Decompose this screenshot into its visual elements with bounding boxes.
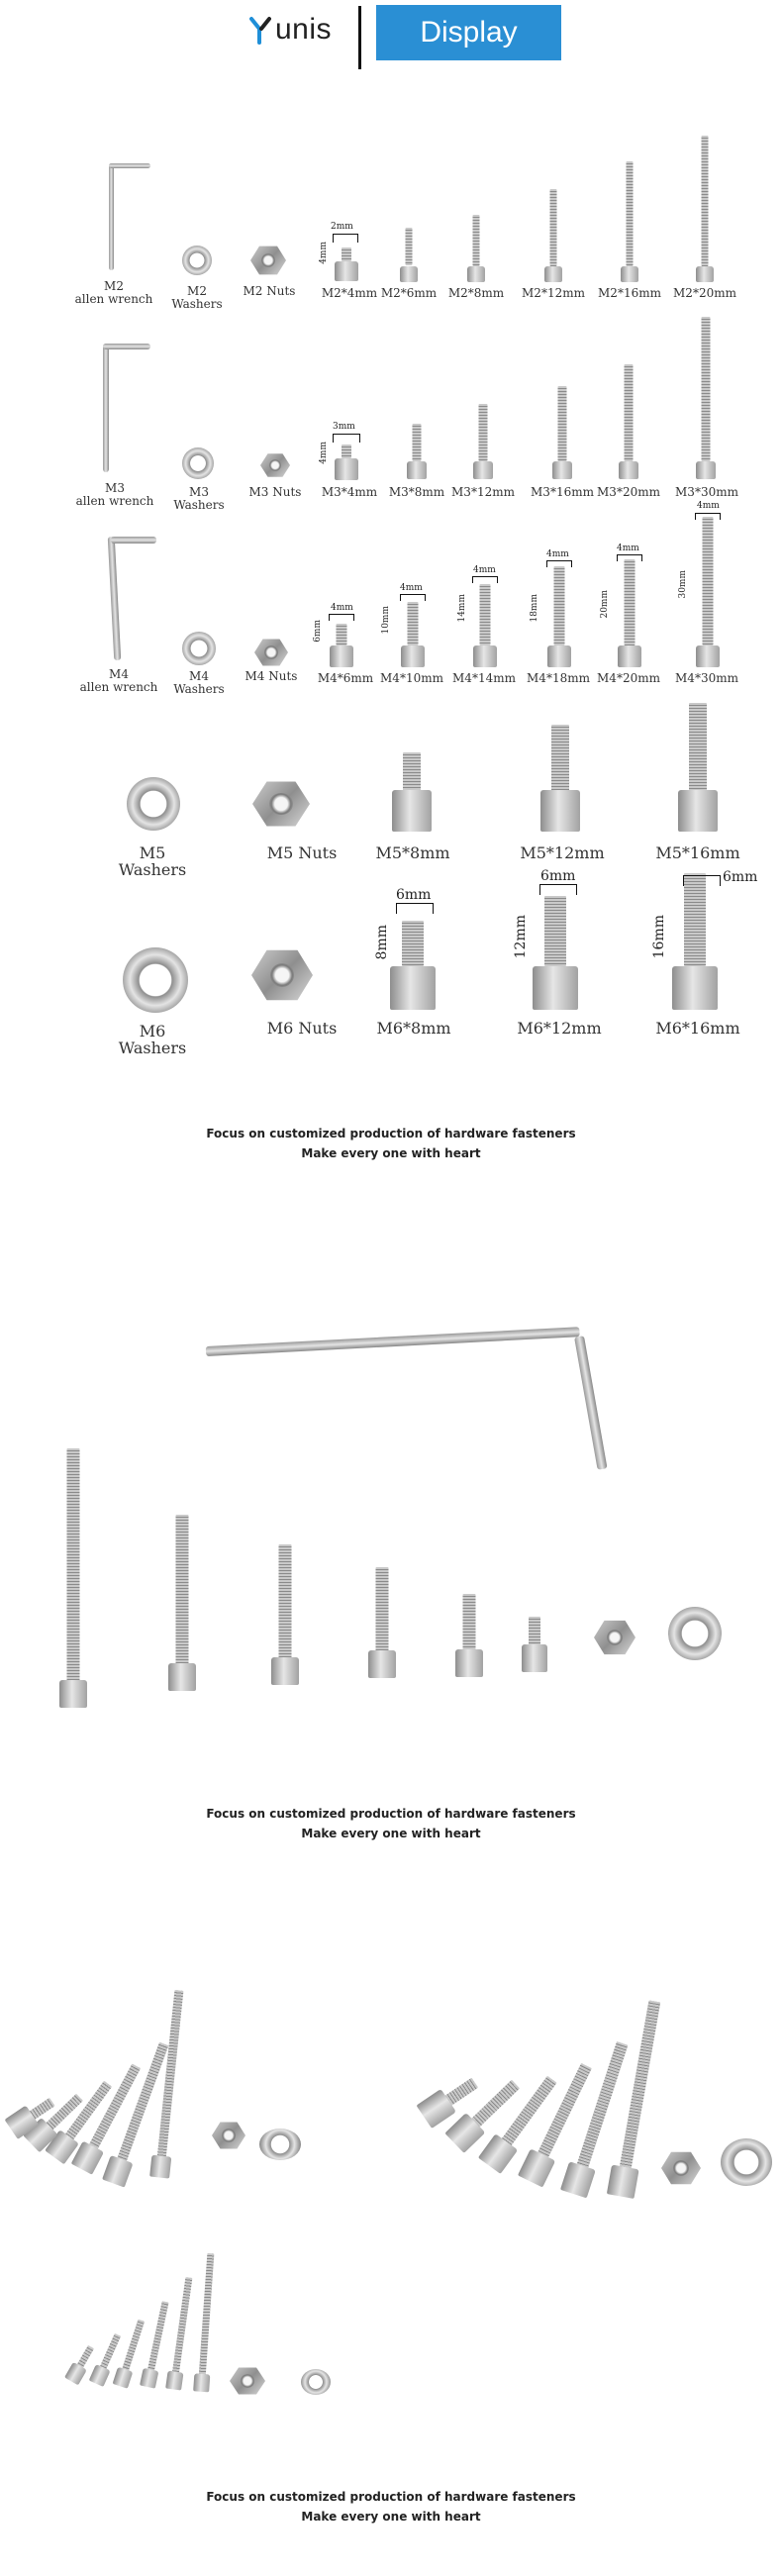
m6-dim-bracket-1	[396, 903, 434, 914]
m2-screw-16mm	[619, 161, 640, 282]
angled-bottom-nut	[230, 2366, 265, 2396]
lineup-screw-3	[269, 1544, 301, 1685]
m6-screw-label-3: M6*16mm	[655, 1019, 740, 1038]
brand-logo	[249, 12, 358, 48]
slogan-line-1: Focus on customized production of hardware fasteners	[206, 1127, 576, 1140]
m6-dim-l-2: 12mm	[513, 915, 529, 959]
brand-name: unis	[275, 13, 333, 46]
m3-screw-16mm	[550, 386, 574, 479]
m3-allen-wrench	[103, 344, 109, 472]
m5-screw-16mm	[675, 703, 721, 832]
m5-screw-12mm	[538, 725, 583, 832]
m6-nut	[251, 947, 313, 1003]
m4-allen-wrench	[108, 537, 122, 660]
m4-dim-bracket-1	[329, 614, 354, 621]
lineup-washer	[668, 1607, 722, 1660]
m4-screw-label-4: M4*18mm	[527, 671, 590, 685]
slogan-line-2: Make every one with heart	[301, 1827, 481, 1840]
m2-screw-label-4: M2*12mm	[522, 286, 585, 300]
m2-wrench-label: M2 allen wrench	[74, 279, 153, 306]
m4-dim-l-6: 30mm	[678, 570, 688, 599]
angled-group-bottom	[59, 2253, 228, 2392]
m3-screw-label-4: M3*16mm	[531, 485, 594, 499]
m3-washer	[182, 447, 214, 479]
m6-dim-bracket-3	[683, 875, 721, 886]
angled-group-left	[10, 1990, 188, 2188]
m5-screw-label-3: M5*16mm	[655, 843, 740, 862]
lineup-screw-6	[520, 1617, 549, 1672]
m4-dim-bracket-5	[617, 554, 642, 561]
m2-washers-label: M2 Washers	[171, 284, 223, 311]
m3-nut	[260, 452, 290, 478]
m6-dim-bracket-2	[539, 884, 577, 895]
m2-screw-20mm	[694, 136, 716, 282]
m3-dim-bracket	[333, 434, 360, 443]
m3-screw-20mm	[617, 364, 640, 479]
y-logo-icon	[249, 15, 271, 45]
m3-washers-label: M3 Washers	[173, 485, 225, 512]
m5-washer	[127, 777, 180, 831]
m2-nuts-label: M2 Nuts	[243, 284, 296, 298]
m2-screw-6mm	[398, 228, 420, 282]
m6-dim-w-2: 6mm	[540, 868, 576, 884]
m5-screw-label-1: M5*8mm	[375, 843, 450, 862]
m5-screw-8mm	[389, 752, 435, 832]
m6-screw-12mm	[530, 896, 581, 1010]
m4-dim-l-3: 14mm	[457, 594, 467, 623]
m2-dim-width: 2mm	[331, 222, 353, 232]
m4-nut	[254, 638, 288, 667]
m2-screw-label-6: M2*20mm	[673, 286, 736, 300]
header-divider	[358, 6, 361, 69]
m3-allen-wrench-arm	[103, 344, 150, 349]
m2-screw-label-3: M2*8mm	[447, 286, 505, 300]
slogan-2	[0, 1804, 782, 1843]
large-allen-wrench-leg	[574, 1336, 607, 1470]
m3-screw-12mm	[471, 404, 495, 479]
m4-screw-30mm	[694, 517, 722, 667]
m3-screw-label-5: M3*20mm	[597, 485, 660, 499]
m4-screw-18mm	[545, 566, 573, 667]
lineup-screw-1	[57, 1448, 89, 1708]
m6-screw-label-2: M6*12mm	[517, 1019, 602, 1038]
m4-screw-20mm	[616, 559, 643, 667]
m6-dim-w-3: 6mm	[723, 869, 758, 885]
angled-left-washer	[259, 2129, 301, 2160]
m4-screw-6mm	[328, 624, 355, 667]
m3-screw-label-6: M3*30mm	[675, 485, 738, 499]
slogan-line-2: Make every one with heart	[301, 2510, 481, 2524]
lineup-nut	[594, 1619, 635, 1656]
slogan-line-1: Focus on customized production of hardware fasteners	[206, 1807, 576, 1821]
m4-screw-label-5: M4*20mm	[597, 671, 660, 685]
m2-allen-wrench-arm	[109, 163, 150, 168]
m5-nut	[252, 779, 310, 829]
m4-dim-bracket-6	[695, 513, 721, 520]
m3-screw-label-2: M3*8mm	[388, 485, 445, 499]
m4-dim-w-6: 4mm	[697, 501, 720, 511]
m4-allen-wrench-arm	[111, 537, 156, 544]
m2-washer	[182, 246, 212, 275]
m2-screw-8mm	[465, 215, 487, 282]
m2-dim-bracket	[333, 234, 358, 243]
m4-dim-l-1: 6mm	[313, 620, 323, 643]
m4-screw-label-2: M4*10mm	[380, 671, 443, 685]
angled-left-nut	[212, 2121, 245, 2150]
m3-screw-label-3: M3*12mm	[451, 485, 515, 499]
m2-allen-wrench	[109, 163, 114, 270]
lineup-screw-5	[453, 1594, 485, 1677]
m4-screw-label-1: M4*6mm	[317, 671, 374, 685]
m6-screw-16mm	[669, 873, 721, 1010]
m2-screw-label-5: M2*16mm	[598, 286, 661, 300]
m4-dim-w-5: 4mm	[617, 544, 639, 553]
m3-screw-30mm	[694, 317, 718, 479]
m4-dim-w-4: 4mm	[546, 549, 569, 559]
m4-dim-w-3: 4mm	[473, 565, 496, 575]
m6-screw-label-1: M6*8mm	[376, 1019, 451, 1038]
m6-dim-w-1: 6mm	[396, 887, 432, 903]
m6-screw-8mm	[387, 921, 439, 1010]
m4-screw-label-3: M4*14mm	[452, 671, 516, 685]
m3-dim-width: 3mm	[333, 422, 355, 432]
m6-nuts-label: M6 Nuts	[266, 1019, 338, 1038]
lineup-screw-2	[166, 1515, 198, 1691]
m4-dim-l-4: 18mm	[530, 594, 539, 623]
large-allen-wrench-arm	[206, 1327, 580, 1356]
m2-nut	[250, 245, 286, 276]
m4-washer	[182, 632, 216, 665]
m3-screw-8mm	[405, 424, 429, 479]
m4-nuts-label: M4 Nuts	[244, 669, 298, 683]
m4-dim-w-1: 4mm	[331, 603, 353, 613]
m2-dim-length: 4mm	[319, 242, 329, 264]
m6-dim-l-3: 16mm	[651, 915, 667, 959]
m3-screw-label-1: M3*4mm	[321, 485, 378, 499]
display-button[interactable]: Display	[376, 5, 561, 60]
m5-washers-label: M5 Washers	[118, 843, 187, 879]
m5-screw-label-2: M5*12mm	[520, 843, 605, 862]
m4-washers-label: M4 Washers	[173, 669, 225, 696]
m3-wrench-label: M3 allen wrench	[75, 481, 154, 508]
m4-dim-l-5: 20mm	[600, 590, 610, 619]
m4-dim-bracket-2	[400, 594, 426, 601]
m4-wrench-label: M4 allen wrench	[79, 667, 158, 694]
lineup-screw-4	[366, 1567, 398, 1678]
m6-washers-label: M6 Washers	[118, 1022, 187, 1057]
m2-screw-12mm	[542, 189, 564, 282]
m6-washer	[123, 947, 188, 1013]
slogan-line-2: Make every one with heart	[301, 1146, 481, 1160]
m3-dim-length: 4mm	[319, 442, 329, 464]
m4-dim-l-2: 10mm	[381, 606, 391, 635]
m4-dim-bracket-3	[472, 576, 498, 583]
m3-screw-4mm	[333, 445, 360, 480]
m5-nuts-label: M5 Nuts	[266, 843, 338, 862]
angled-group-right	[396, 2000, 673, 2198]
m4-screw-label-6: M4*30mm	[675, 671, 738, 685]
m3-nuts-label: M3 Nuts	[248, 485, 302, 499]
m4-screw-14mm	[471, 584, 499, 667]
slogan-line-1: Focus on customized production of hardware fasteners	[206, 2490, 576, 2504]
m2-screw-label-1: M2*4mm	[321, 286, 378, 300]
m4-screw-10mm	[399, 602, 427, 667]
angled-bottom-washer	[301, 2369, 331, 2395]
angled-right-washer	[721, 2138, 772, 2186]
m2-screw-label-2: M2*6mm	[380, 286, 438, 300]
slogan-3	[0, 2487, 782, 2526]
m6-dim-l-1: 8mm	[374, 925, 390, 960]
m4-dim-bracket-4	[546, 560, 572, 567]
slogan-1	[0, 1124, 782, 1163]
m4-dim-w-2: 4mm	[400, 583, 423, 593]
m2-screw-4mm	[333, 248, 360, 281]
